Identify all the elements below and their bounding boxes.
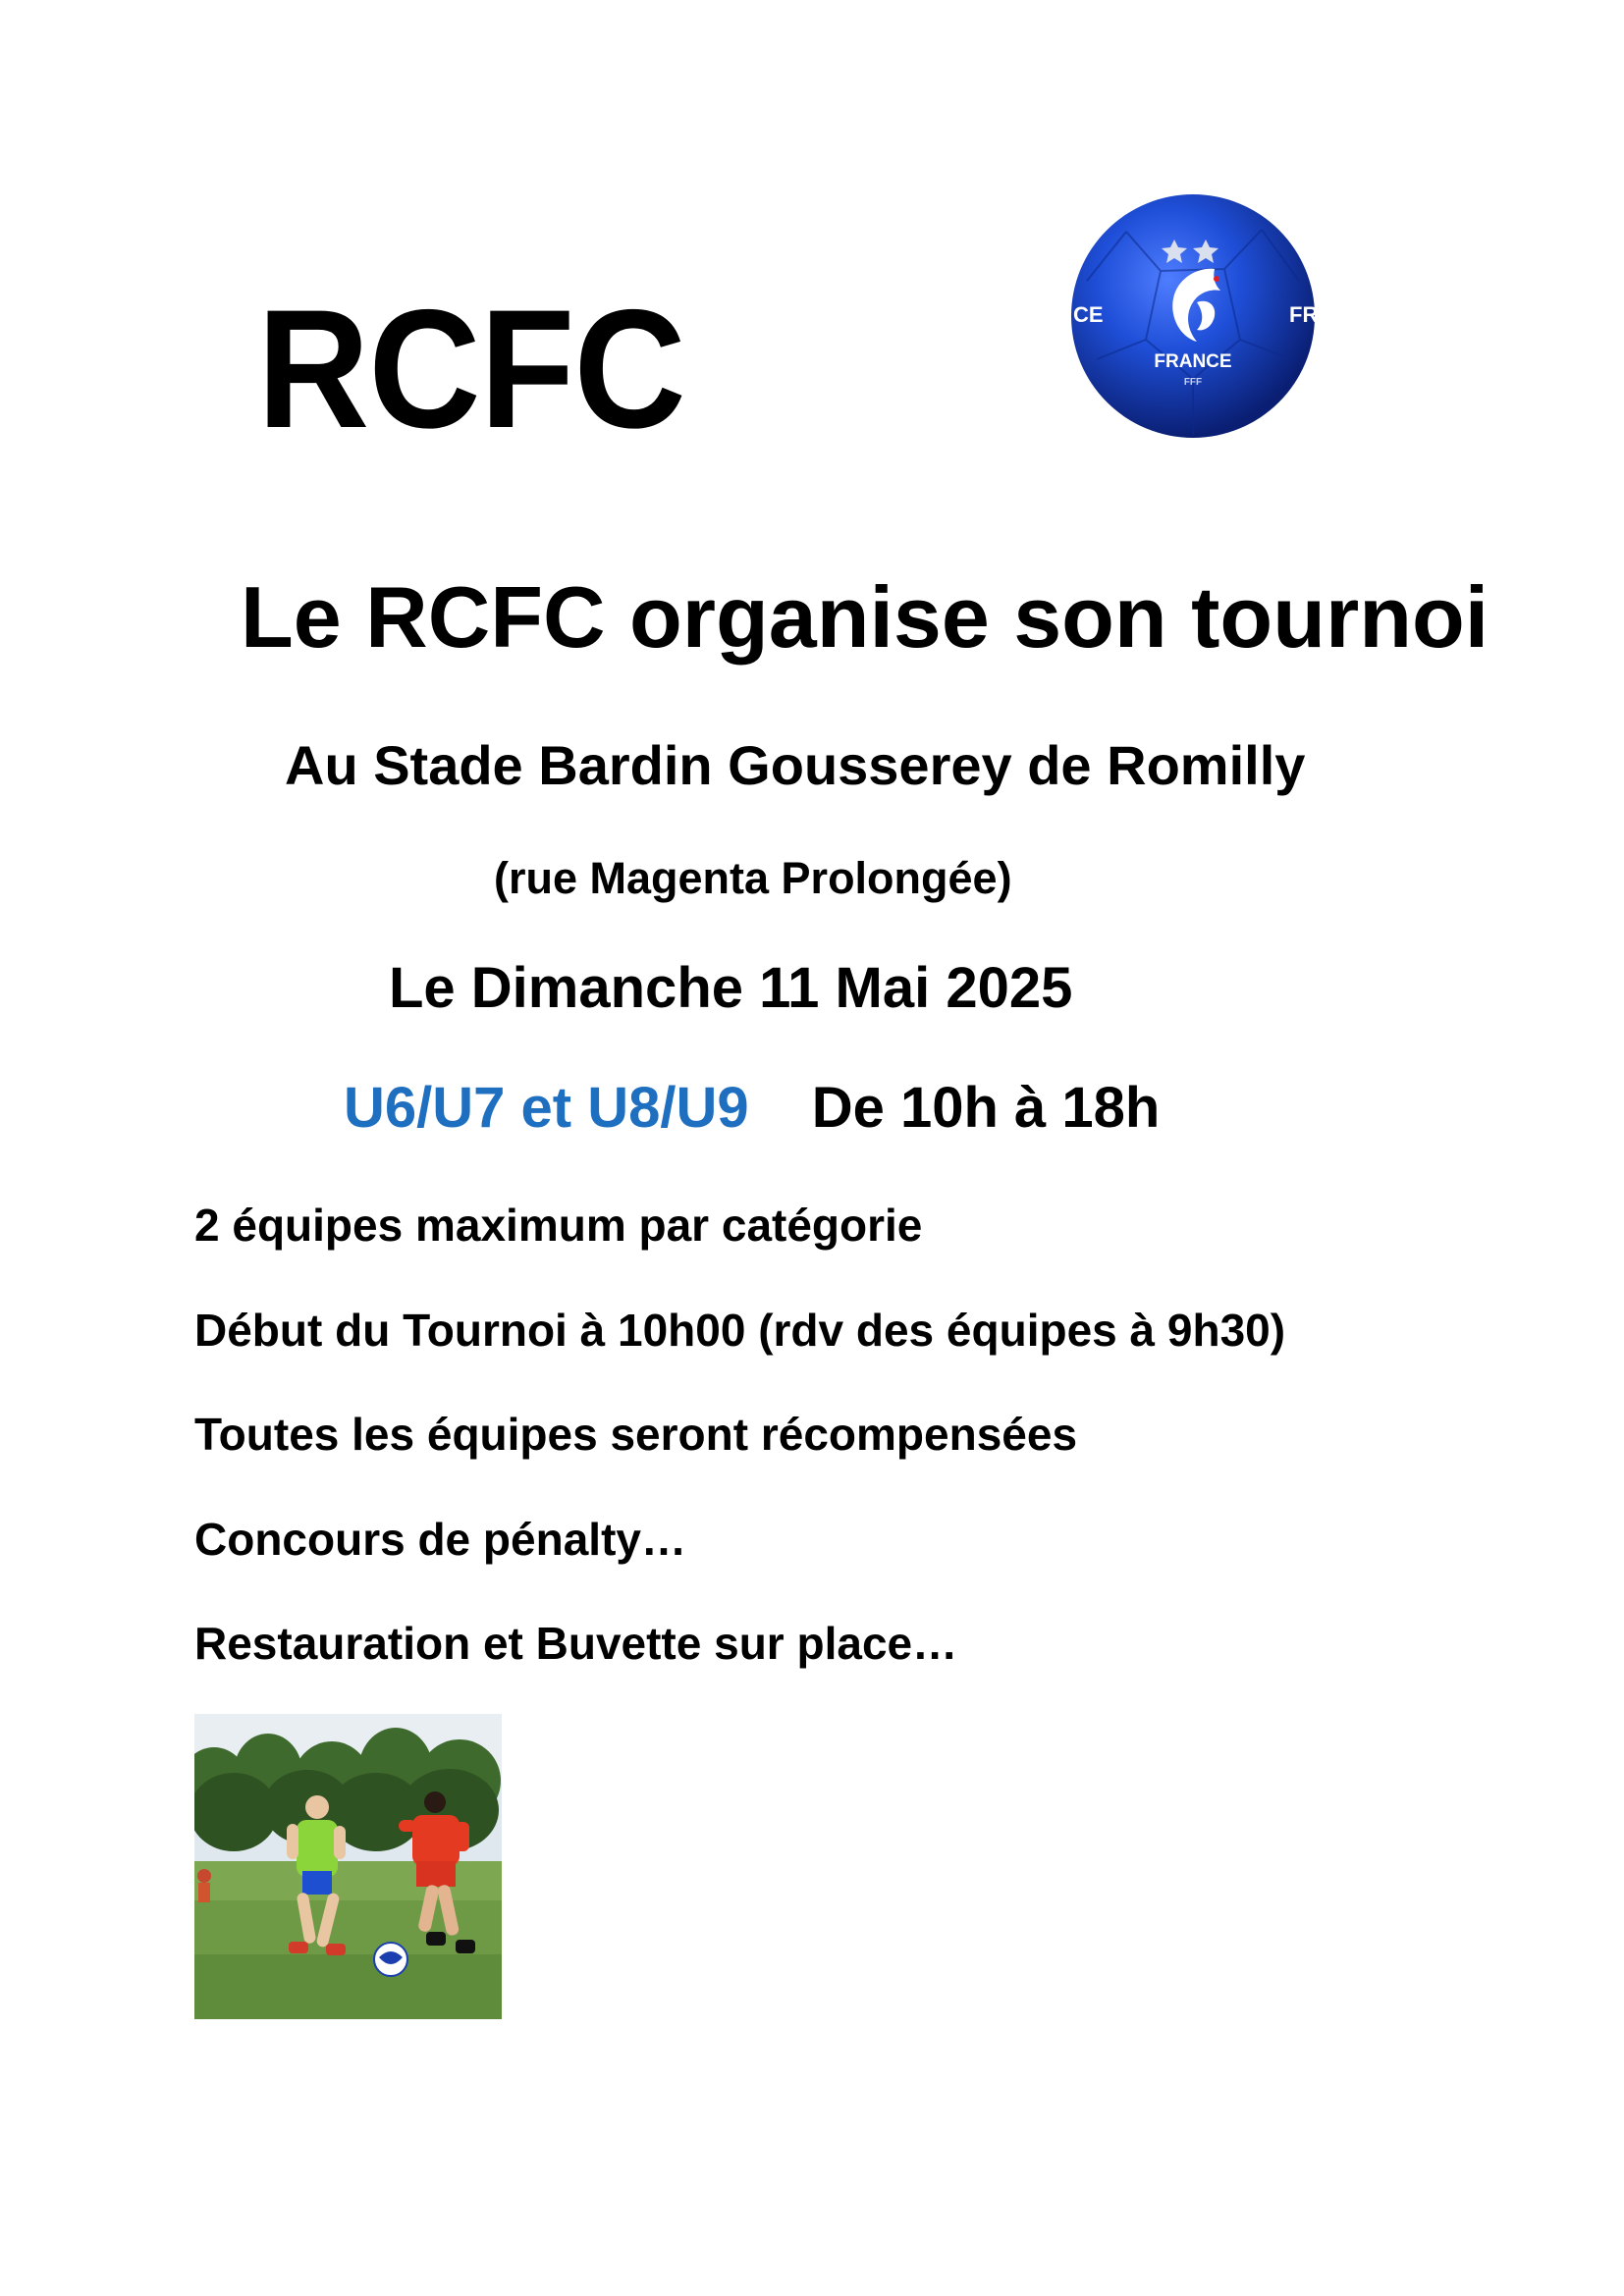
age-categories: U6/U7 et U8/U9 [344,1076,749,1140]
detail-line: Restauration et Buvette sur place… [194,1618,958,1669]
detail-line: Concours de pénalty… [194,1514,686,1565]
ball-text: FRANCE [1154,351,1232,372]
ball-subtext: FFF [1183,377,1203,388]
page-title: Le RCFC organise son tournoi [241,568,1489,666]
ball-left-text: CE [1073,302,1104,327]
france-football-ball-icon [1067,192,1319,441]
detail-line: 2 équipes maximum par catégorie [194,1200,923,1251]
event-date: Le Dimanche 11 Mai 2025 [389,956,1073,1020]
venue-text: Au Stade Bardin Gousserey de Romilly [285,734,1306,796]
club-name: RCFC [257,275,685,463]
event-hours: De 10h à 18h [811,1076,1161,1140]
street-text: (rue Magenta Prolongée) [494,853,1012,903]
detail-line: Toutes les équipes seront récompensées [194,1409,1078,1460]
ball-right-text: FR [1289,302,1319,327]
children-playing-football-photo [194,1714,502,2019]
schedule-line [344,1076,1161,1140]
detail-line: Début du Tournoi à 10h00 (rdv des équipes à 9h30) [194,1305,1286,1356]
